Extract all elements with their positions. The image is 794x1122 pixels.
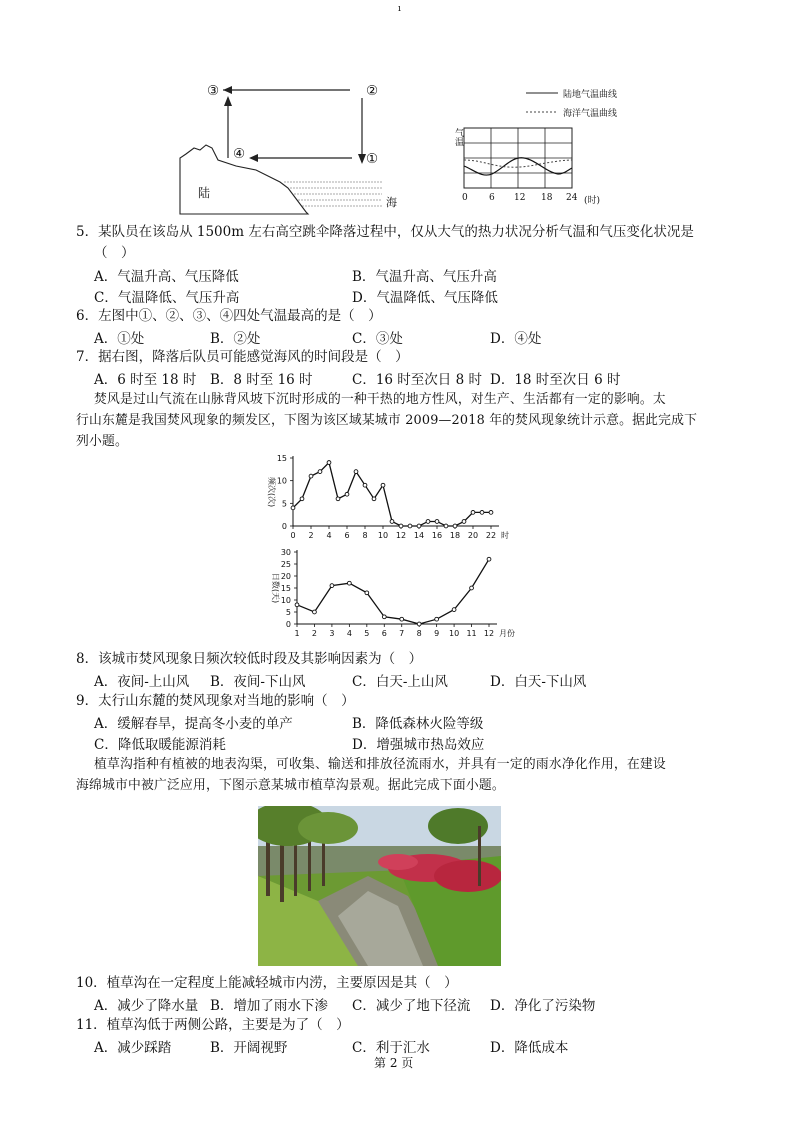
q11-option-b[interactable]: B．开阔视野 <box>210 1040 288 1056</box>
temp-xtick-12: 12 <box>514 193 526 203</box>
chart2-x-unit: 月份 <box>499 629 515 638</box>
q11-option-a[interactable]: A．减少踩踏 <box>94 1040 172 1056</box>
chart1-data-point <box>471 511 475 515</box>
q8-option-b[interactable]: B．夜间-下山风 <box>210 674 306 690</box>
chart1-xtick-label: 18 <box>449 531 461 540</box>
header-mark: ı <box>398 4 401 14</box>
chart1-data-point <box>444 524 448 528</box>
chart1-x-unit: 时 <box>501 531 509 540</box>
chart2-xtick-label: 8 <box>416 629 422 638</box>
chart1-data-point <box>426 520 430 524</box>
chart1-ytick-label: 5 <box>281 499 287 509</box>
chart1-ytick-label: 15 <box>276 454 287 463</box>
chart2-data-point <box>313 610 317 614</box>
q6-option-b[interactable]: B．②处 <box>210 331 261 347</box>
foehn-intro-line1: 焚风是过山气流在山脉背风坡下沉时形成的一种干热的地方性风，对生产、生活都有一定的影响。太 <box>94 392 666 407</box>
foehn-intro-line2: 行山东麓是我国焚风现象的频发区，下图为该区域某城市 2009—2018 年的焚风现象统计示意。据此完成下 <box>76 413 698 428</box>
chart1-data-point <box>390 520 394 524</box>
q8-option-c[interactable]: C．白天-上山风 <box>352 674 448 690</box>
chart2-xtick-label: 6 <box>381 629 387 638</box>
q7-option-a[interactable]: A．6 时至 18 时 <box>94 372 197 388</box>
chart1-xtick-label: 12 <box>395 531 407 540</box>
q5-option-b[interactable]: B．气温升高、气压升高 <box>352 269 497 285</box>
q5-option-d[interactable]: D．气温降低、气压降低 <box>352 290 498 306</box>
q9-option-d[interactable]: D．增强城市热岛效应 <box>352 737 485 753</box>
chart2-ytick-label: 30 <box>280 548 291 557</box>
chart2-data-point <box>400 617 404 621</box>
marker-2: ② <box>366 83 379 99</box>
ditch-intro-line2: 海绵城市中被广泛应用，下图示意某城市植草沟景观。据此完成下面小题。 <box>76 778 505 793</box>
temperature-chart <box>462 126 578 192</box>
chart1-data-point <box>381 483 385 487</box>
chart2-data-point <box>417 622 421 626</box>
chart2-ytick-label: 15 <box>280 584 291 593</box>
chart2-data-point <box>347 581 351 585</box>
chart2-xtick-label: 1 <box>294 629 300 638</box>
q10-option-d[interactable]: D．净化了污染物 <box>490 998 596 1014</box>
q9-stem: 9．太行山东麓的焚风现象对当地的影响（ ） <box>76 693 355 709</box>
chart2-xtick-label: 4 <box>346 629 352 638</box>
q10-option-c[interactable]: C．减少了地下径流 <box>352 998 471 1014</box>
foehn-intro-line3: 列小题。 <box>76 434 128 449</box>
chart2-xtick-label: 11 <box>466 629 477 638</box>
q6-option-d[interactable]: D．④处 <box>490 331 542 347</box>
chart2-xtick-label: 7 <box>399 629 405 638</box>
chart1-data-point <box>354 470 358 474</box>
q8-option-d[interactable]: D．白天-下山风 <box>490 674 587 690</box>
chart2-ylabel: 日数(天) <box>271 572 280 604</box>
q8-option-a[interactable]: A．夜间-上山风 <box>94 674 190 690</box>
chart2-data-point <box>295 603 299 607</box>
chart1-data-point <box>417 524 421 528</box>
q7-option-b[interactable]: B．8 时至 16 时 <box>210 372 313 388</box>
chart1-data-point <box>453 524 457 528</box>
q11-option-d[interactable]: D．降低成本 <box>490 1040 569 1056</box>
sea-label: 海 <box>386 196 397 209</box>
chart2-xtick-label: 10 <box>448 629 460 638</box>
chart1-ytick-label: 0 <box>281 522 287 531</box>
temp-ylabel: 气温 <box>453 128 463 146</box>
chart1-data-point <box>327 461 331 465</box>
q10-stem: 10．植草沟在一定程度上能减轻城市内涝，主要原因是其（ ） <box>76 975 458 991</box>
q5-option-a[interactable]: A．气温升高、气压降低 <box>94 269 239 285</box>
chart1-xtick-label: 10 <box>377 531 389 540</box>
q9-option-b[interactable]: B．降低森林火险等级 <box>352 716 484 732</box>
chart2-data-point <box>330 584 334 588</box>
chart1-xtick-label: 22 <box>485 531 497 540</box>
chart2-xtick-label: 2 <box>311 629 318 638</box>
temp-legend-lines <box>526 88 562 116</box>
chart2-ytick-label: 0 <box>285 620 291 629</box>
q9-option-c[interactable]: C．降低取暖能源消耗 <box>94 737 226 753</box>
chart1-data-point <box>372 497 376 501</box>
q5-option-c[interactable]: C．气温降低、气压升高 <box>94 290 240 306</box>
legend-land: 陆地气温曲线 <box>563 90 618 100</box>
chart2-xtick-label: 9 <box>434 629 440 638</box>
marker-1: ① <box>366 151 379 167</box>
chart1-ylabel: 频次(次) <box>267 476 276 508</box>
grass-ditch-photo <box>258 806 501 966</box>
q11-option-c[interactable]: C．利于汇水 <box>352 1040 430 1056</box>
temp-xtick-24: 24 <box>566 193 578 203</box>
chart2-xtick-label: 5 <box>364 629 370 638</box>
marker-4: ④ <box>233 146 246 162</box>
chart1-data-point <box>462 520 466 524</box>
chart1-data-point <box>300 497 304 501</box>
temp-xtick-0: 0 <box>462 193 468 203</box>
chart1-data-point <box>318 470 322 474</box>
chart1-data-point <box>345 492 349 496</box>
chart1-xtick-label: 2 <box>308 531 314 540</box>
chart2-ytick-label: 10 <box>280 596 291 605</box>
chart2-xtick-label: 3 <box>329 629 335 638</box>
temp-xtick-6: 6 <box>489 193 495 203</box>
marker-3: ③ <box>207 83 220 99</box>
chart1-data-point <box>309 474 313 478</box>
q10-option-b[interactable]: B．增加了雨水下渗 <box>210 998 328 1014</box>
q5-stem: 5．某队员在该岛从 1500m 左右高空跳伞降落过程中，仅从大气的热力状况分析气温和气压变化状况是 <box>76 224 694 240</box>
chart1-data-point <box>480 511 484 515</box>
chart2-data-point <box>487 557 491 561</box>
chart2-data-point <box>435 617 439 621</box>
chart1-data-point <box>399 524 403 528</box>
chart1-data-point <box>291 506 295 510</box>
chart2-data-point <box>452 608 456 612</box>
q7-option-c[interactable]: C．16 时至次日 8 时 <box>352 372 482 388</box>
q5-stem-cont: （ ） <box>94 245 135 261</box>
q7-stem: 7．据右图，降落后队员可能感觉海风的时间段是（ ） <box>76 349 409 365</box>
chart1-xtick-label: 14 <box>413 531 425 540</box>
q7-option-d[interactable]: D．18 时至次日 6 时 <box>490 372 621 388</box>
chart1-xtick-label: 20 <box>467 531 479 540</box>
q11-stem: 11．植草沟低于两侧公路，主要是为了（ ） <box>76 1017 350 1033</box>
q8-stem: 8．该城市焚风现象日频次较低时段及其影响因素为（ ） <box>76 651 423 667</box>
temp-xtick-18: 18 <box>541 193 553 203</box>
chart1-data-point <box>489 511 493 515</box>
chart2-series-line <box>297 559 489 624</box>
q6-option-a[interactable]: A．①处 <box>94 331 145 347</box>
chart1-xtick-label: 4 <box>326 531 332 540</box>
chart1-data-point <box>408 524 412 528</box>
chart1-data-point <box>336 497 340 501</box>
page-number: 第 2 页 <box>374 1056 414 1070</box>
chart1-ytick-label: 10 <box>276 476 287 486</box>
chart1-xtick-label: 0 <box>290 531 296 540</box>
land-label: 陆 <box>198 186 211 200</box>
foehn-charts <box>255 448 525 644</box>
chart1-data-point <box>435 520 439 524</box>
chart2-data-point <box>365 591 369 595</box>
ditch-intro-line1: 植草沟指种有植被的地表沟渠，可收集、输送和排放径流雨水，并具有一定的雨水净化作用，在建设 <box>94 757 666 772</box>
chart2-ytick-label: 20 <box>280 572 291 581</box>
chart2-data-point <box>470 586 474 590</box>
chart1-xtick-label: 8 <box>362 531 368 540</box>
chart2-ytick-label: 5 <box>285 608 291 617</box>
chart1-series-line <box>293 463 491 526</box>
temp-xunit: (时) <box>584 196 601 206</box>
q10-option-a[interactable]: A．减少了降水量 <box>94 998 199 1014</box>
chart1-xtick-label: 6 <box>344 531 350 540</box>
chart1-data-point <box>363 483 367 487</box>
q6-stem: 6．左图中①、②、③、④四处气温最高的是（ ） <box>76 308 382 324</box>
q6-option-c[interactable]: C．③处 <box>352 331 403 347</box>
chart2-ytick-label: 25 <box>280 560 291 569</box>
chart1-xtick-label: 16 <box>431 531 443 540</box>
chart2-data-point <box>382 615 386 619</box>
legend-sea: 海洋气温曲线 <box>563 109 618 119</box>
chart2-xtick-label: 12 <box>483 629 495 638</box>
q9-option-a[interactable]: A．缓解春旱，提高冬小麦的单产 <box>94 716 293 732</box>
